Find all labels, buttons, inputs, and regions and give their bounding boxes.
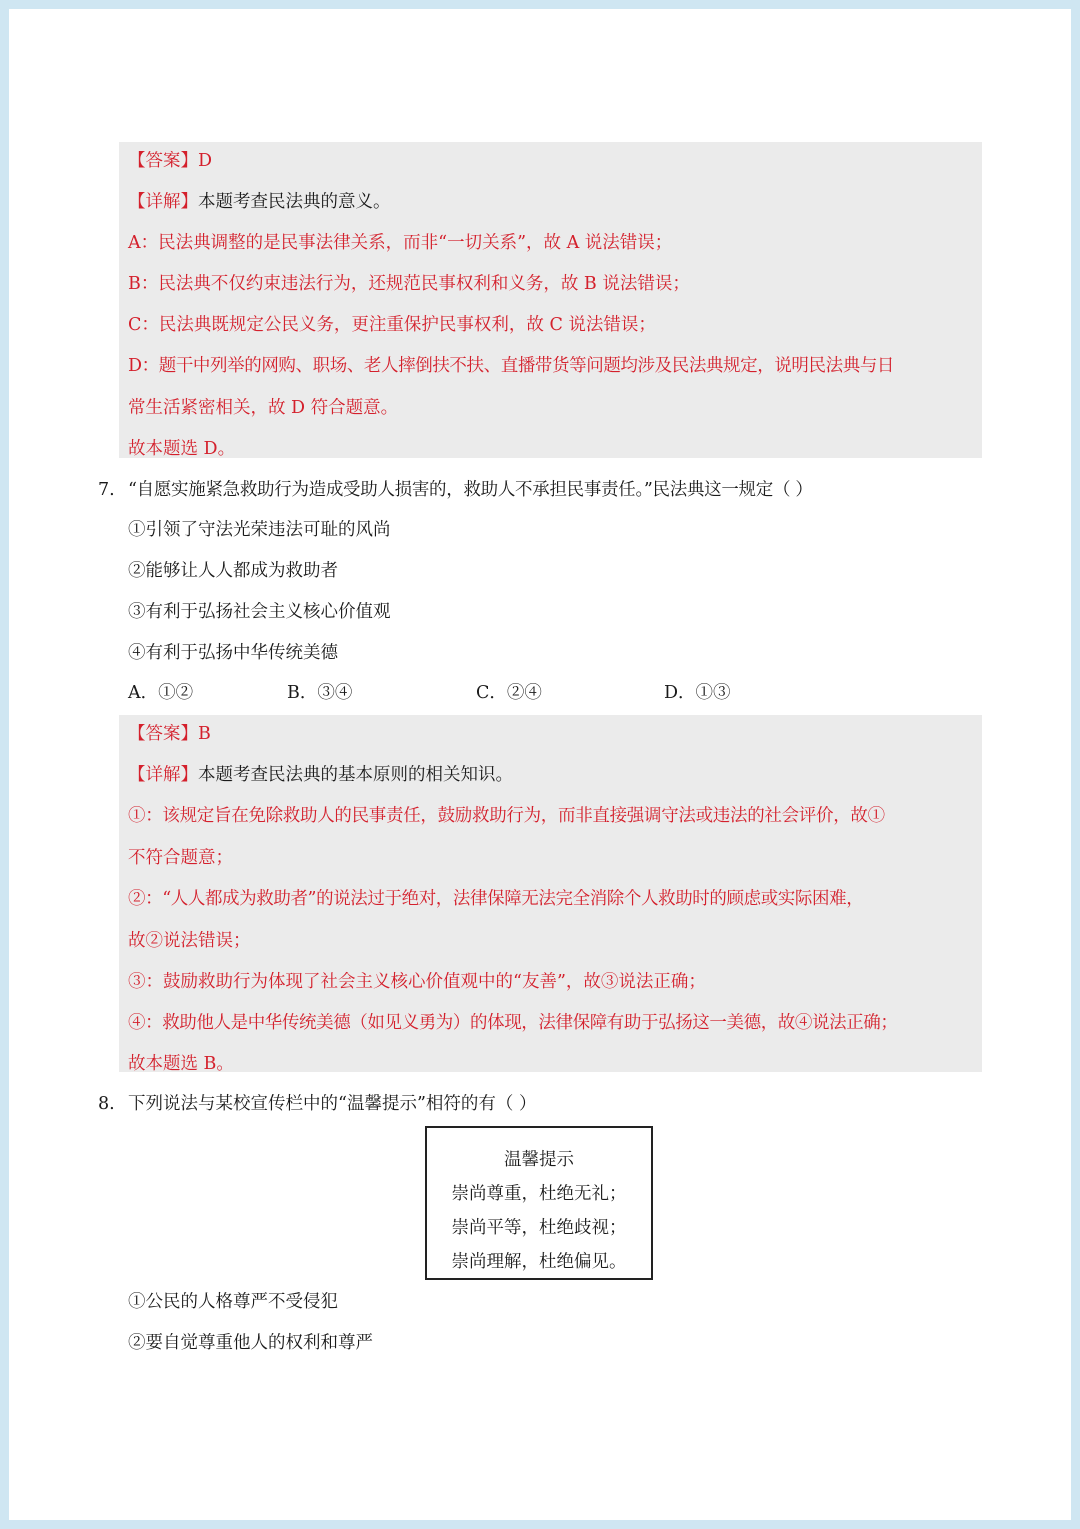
q7-stem: “自愿实施紧急救助行为造成受助人损害的，救助人不承担民事责任。”民法典这一规定（ ） xyxy=(128,480,813,500)
q6-explanation-a: A：民法典调整的是民事法律关系，而非“一切关系”，故 A 说法错误； xyxy=(128,233,673,253)
answer-value: B xyxy=(198,724,211,744)
q7-item-1: ①引领了守法光荣违法可耻的风尚 xyxy=(128,520,391,540)
q6-explanation-b: B：民法典不仅约束违法行为，还规范民事权利和义务，故 B 说法错误； xyxy=(128,274,690,294)
answer-label: 【答案】 xyxy=(128,724,198,744)
notice-line-1: 崇尚尊重，杜绝无礼； xyxy=(451,1184,627,1204)
q7-option-d: D．①③ xyxy=(664,683,731,703)
notice-board-box xyxy=(425,1126,653,1280)
q8-item-2: ②要自觉尊重他人的权利和尊严 xyxy=(128,1333,373,1353)
q8-stem: 下列说法与某校宣传栏中的“温馨提示”相符的有（ ） xyxy=(128,1094,537,1114)
detail-text: 本题考查民法典的意义。 xyxy=(198,192,391,212)
q7-explanation-1b: 不符合题意； xyxy=(128,848,233,868)
q7-item-4: ④有利于弘扬中华传统美德 xyxy=(128,643,338,663)
q7-option-b: B．③④ xyxy=(287,683,353,703)
q7-conclusion: 故本题选 B。 xyxy=(128,1054,234,1074)
q7-explanation-3: ③：鼓励救助行为体现了社会主义核心价值观中的“友善”，故③说法正确； xyxy=(128,972,706,992)
q6-answer-line xyxy=(128,149,212,173)
q6-explanation-d1: D：题干中列举的网购、职场、老人摔倒扶不扶、直播带货等问题均涉及民法典规定，说明民法典与日 xyxy=(128,356,895,376)
detail-text: 本题考查民法典的基本原则的相关知识。 xyxy=(198,765,513,785)
q7-explanation-2b: 故②说法错误； xyxy=(128,931,251,951)
q6-explanation-c: C：民法典既规定公民义务，更注重保护民事权利，故 C 说法错误； xyxy=(128,315,656,335)
q7-answer-line xyxy=(128,722,211,746)
detail-label: 【详解】 xyxy=(128,192,198,212)
q7-detail-line xyxy=(128,763,513,787)
q7-explanation-4: ④：救助他人是中华传统美德（如见义勇为）的体现，法律保障有助于弘扬这一美德，故④说法正确； xyxy=(128,1013,898,1033)
notice-line-3: 崇尚理解，杜绝偏见。 xyxy=(451,1252,627,1272)
notice-line-2: 崇尚平等，杜绝歧视； xyxy=(451,1218,627,1238)
q8-item-1: ①公民的人格尊严不受侵犯 xyxy=(128,1292,338,1312)
answer-value: D xyxy=(198,151,213,171)
q7-explanation-1a: ①：该规定旨在免除救助人的民事责任，鼓励救助行为，而非直接强调守法或违法的社会评价，故① xyxy=(128,806,885,826)
q8-number: 8. xyxy=(98,1094,115,1114)
q6-explanation-d2: 常生活紧密相关，故 D 符合题意。 xyxy=(128,398,399,418)
q7-item-2: ②能够让人人都成为救助者 xyxy=(128,561,338,581)
q7-number: 7. xyxy=(98,480,115,500)
answer-label: 【答案】 xyxy=(128,151,198,171)
q7-explanation-2a: ②：“人人都成为救助者”的说法过于绝对，法律保障无法完全消除个人救助时的顾虑或实际困难， xyxy=(128,889,864,909)
q6-conclusion: 故本题选 D。 xyxy=(128,439,236,459)
notice-title: 温馨提示 xyxy=(504,1150,574,1170)
q7-item-3: ③有利于弘扬社会主义核心价值观 xyxy=(128,602,391,622)
q7-option-c: C．②④ xyxy=(476,683,542,703)
q6-detail-line xyxy=(128,190,391,214)
q7-option-a: A．①② xyxy=(128,683,194,703)
detail-label: 【详解】 xyxy=(128,765,198,785)
